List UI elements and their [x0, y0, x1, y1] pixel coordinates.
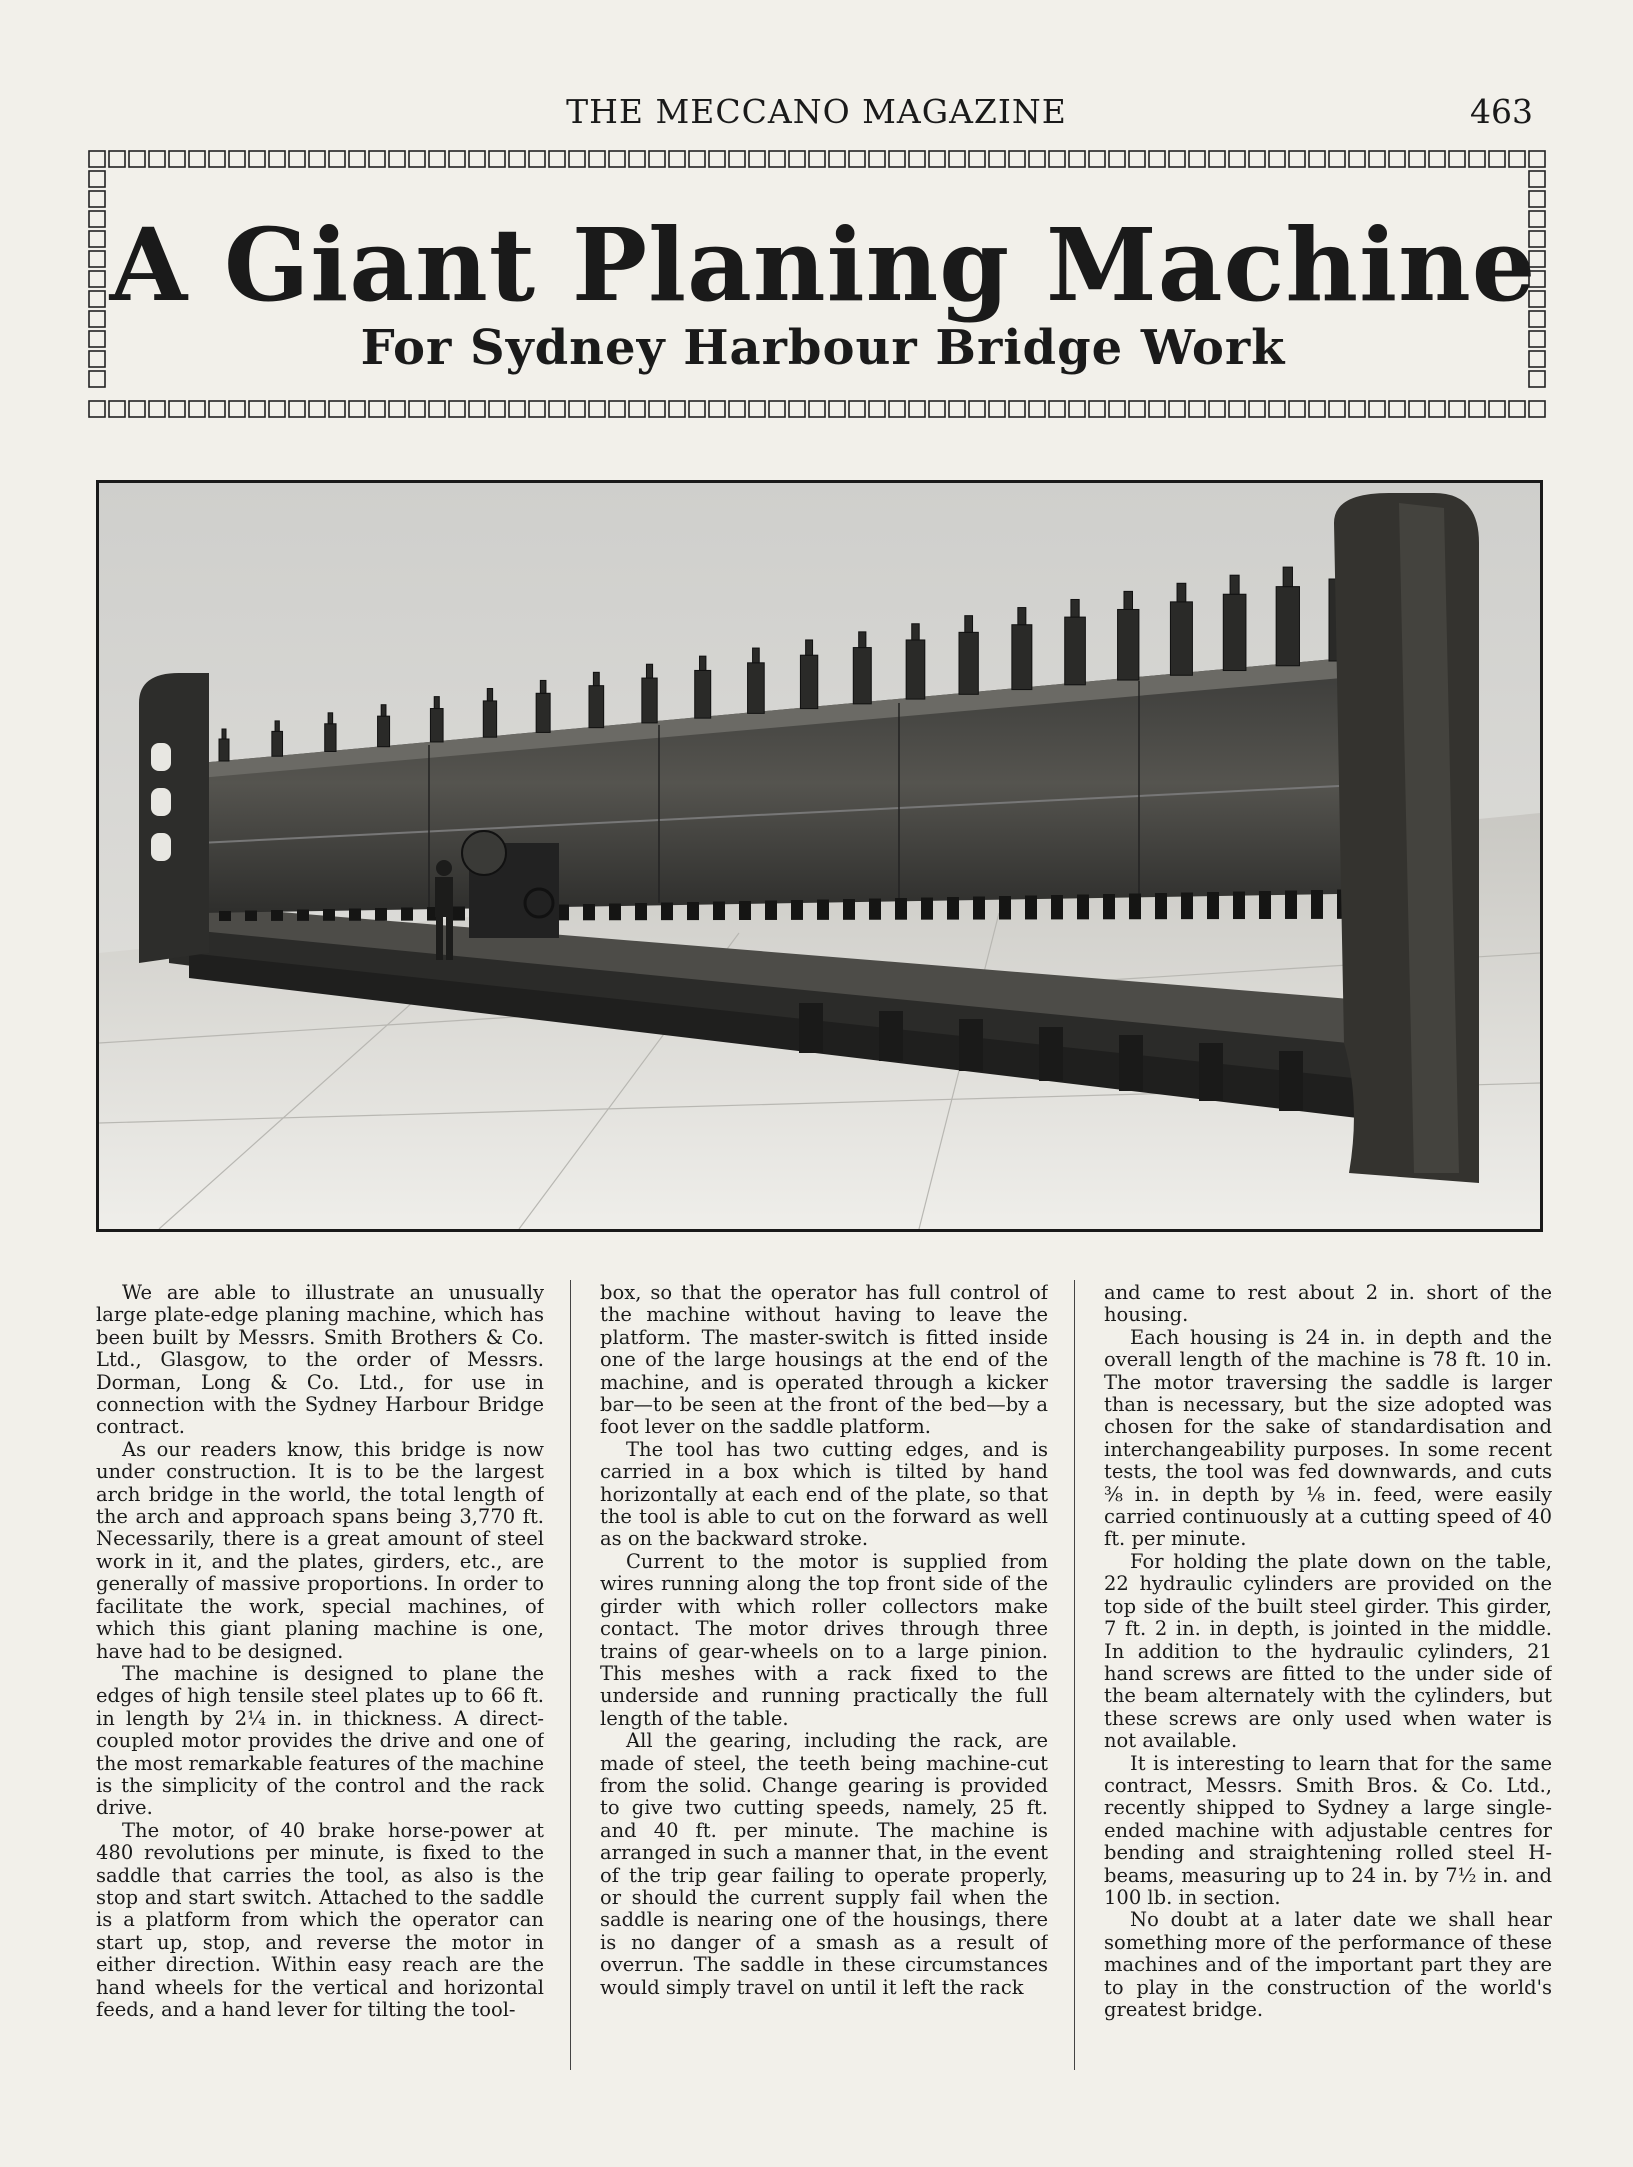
paragraph: The tool has two cutting edges, and is carried in a box which is tilted by hand horizontally at each end of the plate, so that the tool is able to cut on the forward as well as on the backward stroke. [600, 1437, 1048, 1551]
running-head [0, 92, 1633, 136]
column-1 [96, 1282, 544, 2072]
paragraph: We are able to illustrate an unusually large plate-edge planing machine, which has been built by Messrs. Smith Brothers & Co. Ltd., Glasgow, to the order of Messrs. Dorman, Long & Co. Ltd., for use in connection with the Sydney Harbour Bridge contract. [96, 1282, 544, 1439]
planing-machine-photo [96, 480, 1543, 1232]
paragraph: No doubt at a later date we shall hear something more of the performance of these machines and of the important part they are to play in the construction of the world's greatest bridge. [1104, 1908, 1552, 2021]
paragraph: As our readers know, this bridge is now under construction. It is to be the largest arch bridge in the world, the total length of the arch and approach spans being 3,770 ft. Necessarily, there is a great amount of steel work in it, and the plates, girders, etc., are generally of massive proportions. In order to facilitate the work, special machines, of which this giant planing machine is one, have had to be designed. [96, 1437, 544, 1663]
paragraph: box, so that the operator has full control of the machine without having to leave the platform. The master-switch is fitted inside one of the large housings at the end of the machine, and is operated through a kicker bar—to be seen at the front of the bed—by a foot lever on the saddle platform. [600, 1282, 1048, 1439]
paragraph: Current to the motor is supplied from wires running along the top front side of the girder with which roller collectors make contact. The motor drives through three trains of gear-wheels on to a large pinion. This meshes with a rack fixed to the underside and running practically the full length of the table. [600, 1549, 1048, 1730]
running-title: THE MECCANO MAGAZINE [566, 92, 1067, 131]
paragraph: For holding the plate down on the table, 22 hydraulic cylinders are provided on the top side of the built steel girder. This girder, 7 ft. 2 in. in depth, is jointed in the middle. In addition to the hydraulic cylinders, 21 hand screws are fitted to the under side of the beam alternately with the cylinders, but these screws are only used when water is not available. [1104, 1549, 1552, 1753]
column-3 [1104, 1282, 1552, 2072]
article-headline: A Giant Planing Machine [109, 206, 1537, 324]
column-rule [570, 1280, 571, 2070]
paragraph: All the gearing, including the rack, are made of steel, the teeth being machine-cut from the solid. Change gearing is provided to give two cutting speeds, namely, 25 ft. and 40 ft. per minute. The machine is arranged in such a manner that, in the event of the trip gear failing to operate properly, or should the current supply fail when the saddle is nearing one of the housings, there is no danger of a smash as a result of overrun. The saddle in these circumstances would simply travel on until it left the rack [600, 1729, 1048, 1999]
paragraph: and came to rest about 2 in. short of the housing. [1104, 1282, 1552, 1327]
paragraph: The machine is designed to plane the edges of high tensile steel plates up to 66 ft. in length by 2¼ in. in thickness. A direct-coupled motor provides the drive and one of the most remarkable features of the machine is the simplicity of the control and the rack drive. [96, 1661, 544, 1820]
article-columns [96, 1282, 1556, 2082]
paragraph: It is interesting to learn that for the same contract, Messrs. Smith Bros. & Co. Ltd., recently shipped to Sydney a large single-ended machine with adjustable centres for bending and straightening rolled steel H-beams, measuring up to 24 in. by 7½ in. and 100 lb. in section. [1104, 1751, 1552, 1909]
column-rule [1074, 1280, 1075, 2070]
column-2 [600, 1282, 1048, 2072]
paragraph: Each housing is 24 in. in depth and the overall length of the machine is 78 ft. 10 in. The motor traversing the saddle is larger than is necessary, but the size adopted was chosen for the sake of standardisation and interchangeability purposes. In some recent tests, the tool was fed downwards, and cuts ⅜ in. in depth by ⅛ in. feed, were easily carried continuously at a cutting speed of 40 ft. per minute. [1104, 1325, 1552, 1551]
article-subheadline: For Sydney Harbour Bridge Work [360, 320, 1286, 376]
paragraph: The motor, of 40 brake horse-power at 480 revolutions per minute, is fixed to the saddle that carries the tool, as also is the stop and start switch. Attached to the saddle is a platform from which the operator can start up, stop, and reverse the motor in either direction. Within easy reach are the hand wheels for the vertical and horizontal feeds, and a hand lever for tilting the tool- [96, 1818, 544, 2021]
page-number: 463 [1470, 92, 1533, 131]
machine-illustration [99, 483, 1540, 1229]
title-box [88, 150, 1558, 416]
